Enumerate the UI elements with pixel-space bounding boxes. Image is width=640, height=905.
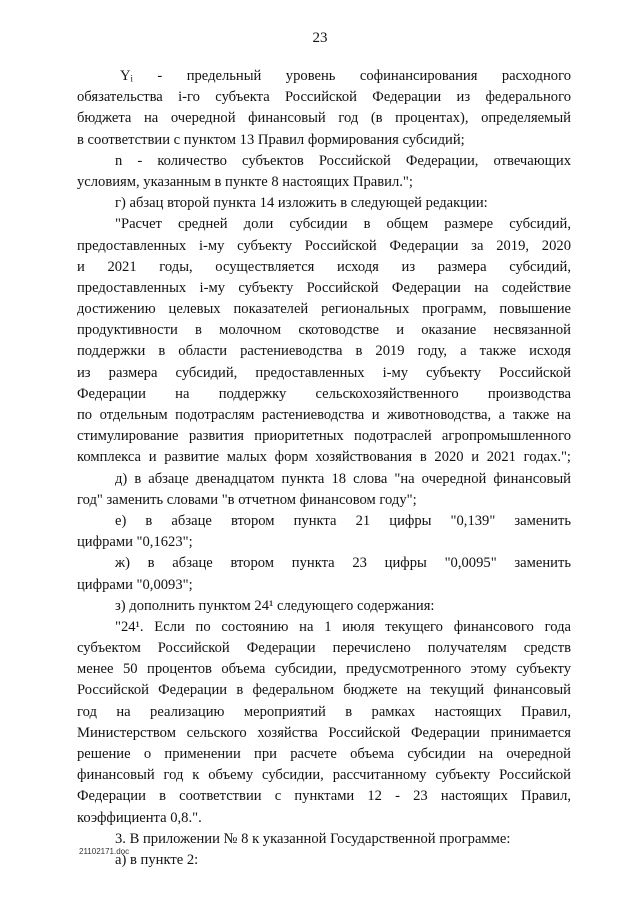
- text-line: "Расчет средней доли субсидии в общем размере субсидий,: [115, 216, 571, 233]
- text-line: д) в абзаце двенадцатом пункта 18 слова "на очередной финансовый: [115, 470, 571, 487]
- text-line: коэффициента 0,8.".: [77, 809, 202, 826]
- text-line: 3. В приложении № 8 к указанной Государственной программе:: [115, 830, 511, 847]
- text-line: год на реализацию мероприятий в рамках настоящих Правил,: [77, 703, 571, 720]
- document-body: [77, 66, 571, 871]
- text-line: поддержки в области растениеводства в 2019 году, а также исходя: [77, 343, 571, 360]
- text-line: решение о применении при расчете объема субсидии на очередной: [77, 746, 571, 762]
- text-line: условиям, указанным в пункте 8 настоящих Правил.";: [77, 173, 413, 190]
- text-line: бюджета на очередной финансовый год (в процентах), определяемый: [77, 110, 571, 127]
- text-line: цифрами "0,1623";: [77, 534, 193, 551]
- text-line: n - количество субъектов Российской Федерации, отвечающих: [115, 152, 571, 169]
- text-line: предоставленных i-му субъекту Российской Федерации на содействие: [77, 279, 571, 296]
- text-line: финансовый год к объему субсидии, рассчитанному субъекту Российской: [77, 767, 571, 784]
- text-line: Российской Федерации в федеральном бюджете на текущий финансовый: [77, 682, 571, 699]
- text-line: Министерством сельского хозяйства Российской Федерации принимается: [77, 724, 571, 741]
- text-line: Федерации в соответствии с пунктами 12 - 23 настоящих Правил,: [77, 788, 571, 805]
- file-name-footer: 21102171.doc: [79, 847, 130, 856]
- text-line: з) дополнить пунктом 24¹ следующего содержания:: [115, 597, 435, 614]
- text-line: "24¹. Если по состоянию на 1 июля текущего финансового года: [115, 618, 571, 635]
- text-line: г) абзац второй пункта 14 изложить в следующей редакции:: [115, 195, 488, 212]
- text-line: а) в пункте 2:: [115, 851, 199, 868]
- text-line: Yᵢ - предельный уровень софинансирования расходного: [120, 68, 571, 84]
- page-number: 23: [312, 30, 328, 46]
- text-line: менее 50 процентов объема субсидии, предусмотренного этому субъекту: [77, 661, 571, 678]
- text-line: обязательства i-го субъекта Российской Федерации из федерального: [77, 89, 571, 106]
- text-line: Федерации на поддержку сельскохозяйственного производства: [77, 385, 571, 402]
- text-line: в соответствии с пунктом 13 Правил формирования субсидий;: [77, 131, 465, 148]
- text-line: по отдельным подотраслям растениеводства и животноводства, а также на: [77, 407, 571, 423]
- text-line: субъектом Российской Федерации перечислено получателям средств: [77, 640, 571, 657]
- text-line: е) в абзаце втором пункта 21 цифры "0,139" заменить: [115, 512, 571, 529]
- text-line: продуктивности в молочном скотоводстве и оказание несвязанной: [77, 322, 571, 339]
- text-line: стимулирование развития приоритетных подотраслей агропромышленного: [77, 428, 571, 445]
- text-line: из размера субсидий, предоставленных i-му субъекту Российской: [77, 364, 571, 381]
- text-line: и 2021 годы, осуществляется исходя из размера субсидий,: [77, 258, 571, 275]
- text-line: достижению целевых показателей региональных программ, повышение: [77, 301, 571, 318]
- text-line: комплекса и развитие малых форм хозяйствования в 2020 и 2021 годах.";: [77, 449, 571, 466]
- text-line: ж) в абзаце втором пункта 23 цифры "0,0095" заменить: [115, 555, 571, 572]
- text-line: год" заменить словами "в отчетном финансовом году";: [77, 491, 417, 508]
- text-line: предоставленных i-му субъекту Российской Федерации за 2019, 2020: [77, 237, 571, 254]
- text-line: цифрами "0,0093";: [77, 576, 193, 593]
